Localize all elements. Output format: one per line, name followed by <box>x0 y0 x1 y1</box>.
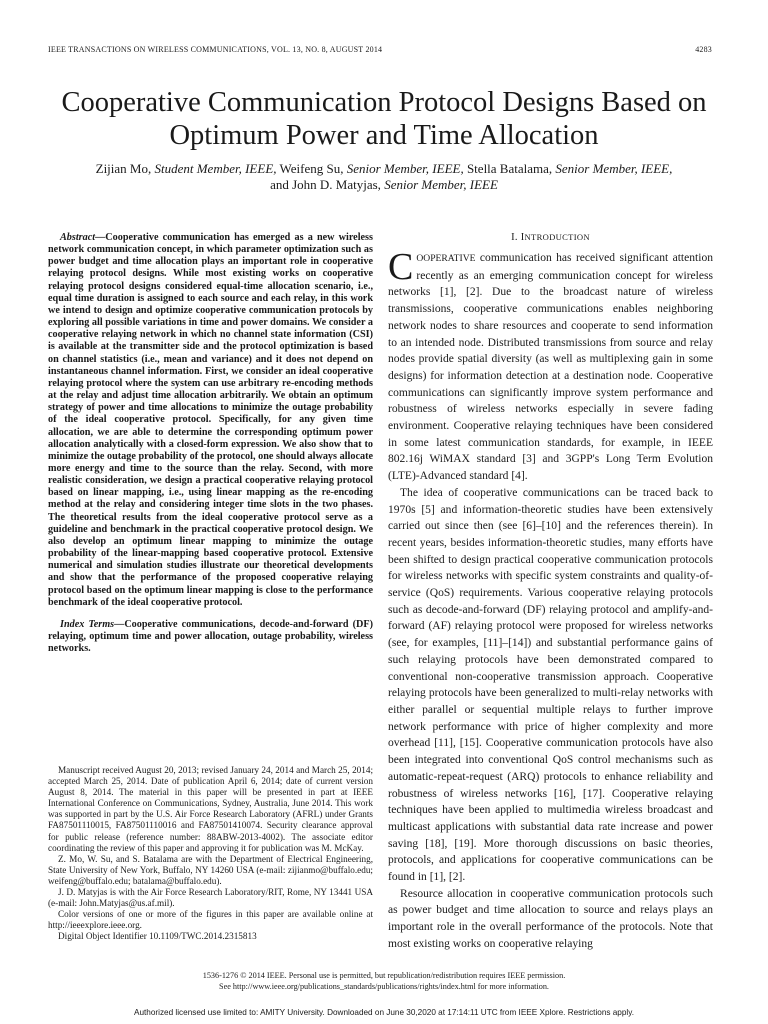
section-title-first: I <box>520 232 525 243</box>
page-number: 4283 <box>695 45 712 54</box>
intro-p1-text: communication has received significant attention recently as an emerging communication concept for wireless networks [1], [2]. Due to the broadcast nature of wireless transmissions, cooperative communications enables neighboring network nodes to share resources and cooperate to send information to an intended node. Distributed transmissions from source and relay nodes provide spatial diversity (as well as multiplexing gain in some designs) for information detection at a destination node. Cooperative communications can significantly improve system performance and robustness of wireless networks especially in severe fading environment. Cooperative relaying techniques have been considered in some latest communication standards, for example, in IEEE 802.16j WiMAX standard [3] and 3GPP's Long Term Evolution (LTE)-Advanced standard [4]. <box>388 252 713 483</box>
footnote-manuscript: Manuscript received August 20, 2013; revised January 24, 2014 and March 25, 2014; accepted March 25, 2014. Date of publication April 6, 2014; date of current version August 8, 2014. The material in this paper will be presented in part at IEEE International Conference on Communications, Sydney, Australia, June 2014. This work was supported in part by the U.S. Air Force Research Laboratory (AFRL) under Grants FA87501110015, FA87501110016 and FA87501410074. Security clearance approval for public release (reference number: 88ABW-2013-4002). The associate editor coordinating the review of this paper and approving it for publication was M. McKay. <box>48 765 373 853</box>
license-notice: Authorized licensed use limited to: AMITY University. Downloaded on June 30,2020 at 17:14:11 UTC from IEEE Xplore. Restrictions apply. <box>134 1008 634 1017</box>
footnote-affiliation: J. D. Matyjas is with the Air Force Research Laboratory/RIT, Rome, NY 13441 USA (e-mail: John.Matyjas@us.af.mil). <box>48 887 373 909</box>
copyright-url-line: See http://www.ieee.org/publications_standards/publications/rights/index.html for more information. <box>219 982 549 991</box>
copyright-notice <box>48 970 720 992</box>
footnote-block <box>48 765 373 943</box>
intro-paragraph-1 <box>388 246 713 485</box>
author-list <box>40 161 728 192</box>
index-terms-label: Index Terms <box>60 618 115 630</box>
first-word-caps: OOPERATIVE <box>416 253 476 264</box>
footnote-affiliation: Z. Mo, W. Su, and S. Batalama are with the Department of Electrical Engineering, State University of New York, Buffalo, NY 14260 USA (e-mail: zijianmo@buffalo.edu; weifeng@buffalo.edu; batalama@buffalo.edu). <box>48 853 373 886</box>
journal-name: IEEE TRANSACTIONS ON WIRELESS COMMUNICATIONS, VOL. 13, NO. 8, AUGUST 2014 <box>48 45 383 54</box>
index-terms <box>48 619 373 655</box>
drop-cap: C <box>388 246 414 288</box>
author-role: Senior Member, IEEE, <box>346 161 464 176</box>
footnote-doi: Digital Object Identifier 10.1109/TWC.2014.2315813 <box>58 931 257 942</box>
section-number: I. <box>511 232 518 243</box>
copyright-line: 1536-1276 © 2014 IEEE. Personal use is permitted, but republication/redistribution requires IEEE permission. <box>202 971 566 980</box>
intro-paragraph-2: The idea of cooperative communications can be traced back to 1970s [5] and information-theoretic studies have been extensively carried out since then (see [6]–[10] and the references therein). In recent years, besides information-theoretic studies, many efforts have been shifted to design practical cooperative communication protocols for wireless networks with specific system constraints and quality-of-service (QoS) requirements. Various cooperative relaying protocols such as decode-and-forward (DF) relaying protocol and amplify-and-forward (AF) relaying protocol were proposed for wireless networks (see, for examples, [11]–[14]) and substantial performance gains of such relaying protocols have been demonstrated compared to conventional non-cooperative transmission approach. Cooperative relaying protocols have been generalized to multi-relay networks with either parallel or sequential multiple relays to further improve network performance with price of higher complexity and more overhead [11], [15]. Cooperative communication protocols have also been integrated into conventional QoS control mechanisms such as automatic-repeat-request (ARQ) protocols to enhance reliability and robustness of wireless networks [16], [17]. Cooperative relaying techniques have been applied to multimedia wireless broadcast and multicast applications with substantial data rate increase and power saving [18], [19]. More thorough discussions on basic theories, protocols, and applications for cooperative communications can be found in [1], [2]. <box>388 486 713 884</box>
author-role: Student Member, IEEE, <box>154 161 277 176</box>
running-head <box>48 45 712 54</box>
paper-title: Cooperative Communication Protocol Designs Based on Optimum Power and Time Allocation <box>61 87 707 151</box>
author-role: Senior Member, IEEE, <box>555 161 673 176</box>
author-name: Weifeng Su, <box>279 161 344 176</box>
author-role: Senior Member, IEEE <box>384 176 498 192</box>
author-name: Stella Batalama, <box>466 161 553 176</box>
right-column <box>388 232 713 953</box>
index-terms-text: —Cooperative communications, decode-and-forward (DF) relaying, optimum time and power allocation, outage probability, wireless networks. <box>48 618 373 655</box>
author-name: Zijian Mo, <box>95 161 152 176</box>
section-heading <box>388 232 713 243</box>
footnote-color-note: Color versions of one or more of the figures in this paper are available online at http://ieeexplore.ieee.org. <box>48 909 373 931</box>
author-name: and John D. Matyjas, <box>270 176 381 192</box>
abstract-label: Abstract <box>60 232 96 243</box>
abstract <box>48 232 373 609</box>
abstract-text: —Cooperative communication has emerged as a new wireless network communication concept, in which parameter optimization such as power budget and time allocation plays an important role in cooperative relaying protocol designs. While most existing works on cooperative relaying protocol designs considered equal-time allocation scenario, i.e., equal time duration is assigned to each source and each relay, in this work we intend to design and optimize cooperative communication protocols by exploring all possible variations in time and power domains. We consider a cooperative relaying network in which no channel state information (CSI) is available at the transmitter side and the protocol optimization is based on channel statistics (i.e., mean and variance) and it does not depend on instantaneous channel information. First, we consider an ideal cooperative relaying protocol where the system can use arbitrary re-encoding methods at the relay and adjust time allocation arbitrarily. We obtain an optimum strategy of power and time allocations to minimize the outage probability of the ideal cooperative protocol. Specifically, for any given time allocation, we are able to determine the corresponding optimum power allocation analytically with a closed-form expression. We also show that to minimize the outage probability of the protocol, one should always allocate more energy and time to the source than the relay. Second, with more realistic consideration, we design a practical cooperative relaying protocol based on linear mapping, i.e., using linear mapping as the re-encoding method at the relay and considering integer time slots in the two phases. The theoretical results from the ideal cooperative protocol serve as a guideline and benchmark in the practical cooperative protocol design. We also develop an optimum linear mapping to minimize the outage probability of the linear-mapping based cooperative protocol. Extensive numerical and simulation studies illustrate our theoretical developments and show that the performance of the proposed cooperative relaying protocol based on the optimum linear mapping is close to the performance benchmark of the ideal cooperative protocol. <box>48 232 373 608</box>
intro-paragraph-3: Resource allocation in cooperative communication protocols such as power budget and time allocation to source and relays plays an important role in the overall performance of the protocols. Note that most existing works on cooperative relaying <box>388 887 713 950</box>
left-column <box>48 232 373 655</box>
section-title-rest: NTRODUCTION <box>524 232 590 242</box>
